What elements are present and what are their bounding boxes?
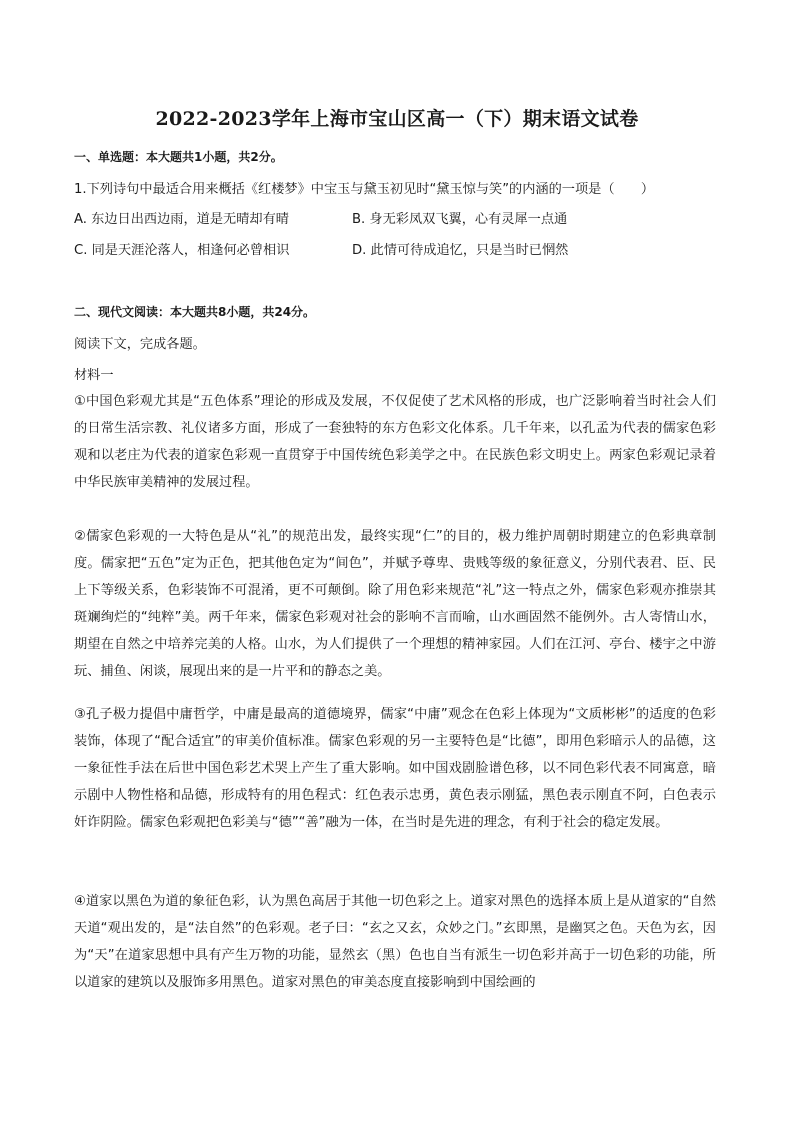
paragraph-3: ③孔子极力提倡中庸哲学，中庸是最高的道德境界，儒家“中庸”观念在色彩上体现为“文质彬彬”的适度的色彩装饰，体现了“配合适宜”的审美价值标准。儒家色彩观的另一主要特色是“比德”，即用色彩暗示人的品德，这一象征性手法在后世中国色彩艺术哭上产生了重大影响。如中国戏剧脸谱色移，以不同色彩代表不同寓意，暗示剧中人物性格和品德，形成特有的用色程式：红色表示忠勇，黄色表示刚猛，黑色表示刚直不阿，白色表示奸诈阴险。儒家色彩观把色彩美与“德”“善”融为一体，在当时是先进的理念，有利于社会的稳定发展。 xyxy=(74,707,716,830)
option-a: A. 东边日出西边雨，道是无晴却有晴 xyxy=(74,212,289,227)
page-title: 2022-2023学年上海市宝山区高一（下）期末语文试卷 xyxy=(155,108,639,130)
reading-instruction: 阅读下文，完成各题。 xyxy=(74,337,206,352)
option-b: B. 身无彩凤双飞翼，心有灵犀一点通 xyxy=(352,212,568,227)
paragraph-2: ②儒家色彩观的一大特色是从“礼”的规范出发，最终实现“仁”的目的，极力维护周朝时期建立的色彩典章制度。儒家把“五色”定为正色，把其他色定为“间色”，并赋予尊卑、贵贱等级的象征意义，分别代表君、臣、民上下等级关系，色彩装饰不可混淆，更不可颠倒。除了用色彩来规范“礼”这一特点之外，儒家色彩观亦推崇其斑斓绚烂的“纯粹”美。两千年来，儒家色彩观对社会的影响不言而喻，山水画固然不能例外。古人寄情山水，期望在自然之中培养完美的人格。山水，为人们提供了一个理想的精神家园。人们在江河、亭台、楼宇之中游玩、捕鱼、闲谈，展现出来的是一片平和的静态之美。 xyxy=(74,529,716,679)
paragraph-1: ①中国色彩观尤其是“五色体系”理论的形成及发展，不仅促使了艺术风格的形成，也广泛影响着当时社会人们的日常生活宗教、礼仪诸多方面，形成了一套独特的东方色彩文化体系。几千年来，以孔孟为代表的儒家色彩观和以老庄为代表的道家色彩观一直贯穿于中国传统色彩美学之中。在民族色彩文明史上。两家色彩观记录着中华民族审美精神的发展过程。 xyxy=(74,394,716,490)
section-1-heading: 一、单选题：本大题共1小题，共2分。 xyxy=(74,150,283,164)
material-label: 材料一 xyxy=(74,368,114,383)
section-2-heading: 二、现代文阅读：本大题共8小题，共24分。 xyxy=(74,305,316,319)
paragraph-4: ④道家以黑色为道的象征色彩，认为黑色高居于其他一切色彩之上。道家对黑色的选择本质上是从道家的“自然天道“观出发的，是“法自然”的色彩观。老子曰：“玄之又玄，众妙之门。”玄即黑，是幽冥之色。天色为玄，因为“天”在道家思想中具有产生万物的功能，显然玄（黑）色也自当有派生一切色彩并高于一切色彩的功能，所以道家的建筑以及服饰多用黑色。道家对黑色的审美态度直接影响到中国绘画的 xyxy=(74,894,716,990)
option-c: C. 同是天涯沦落人，相逢何必曾相识 xyxy=(74,243,290,258)
question-1: 1.下列诗句中最适合用来概括《红楼梦》中宝玉与黛玉初见时“黛玉惊与笑”的内涵的一项是（ ） xyxy=(74,182,655,197)
option-d: D. 此情可待成追忆，只是当时已惘然 xyxy=(352,243,569,258)
